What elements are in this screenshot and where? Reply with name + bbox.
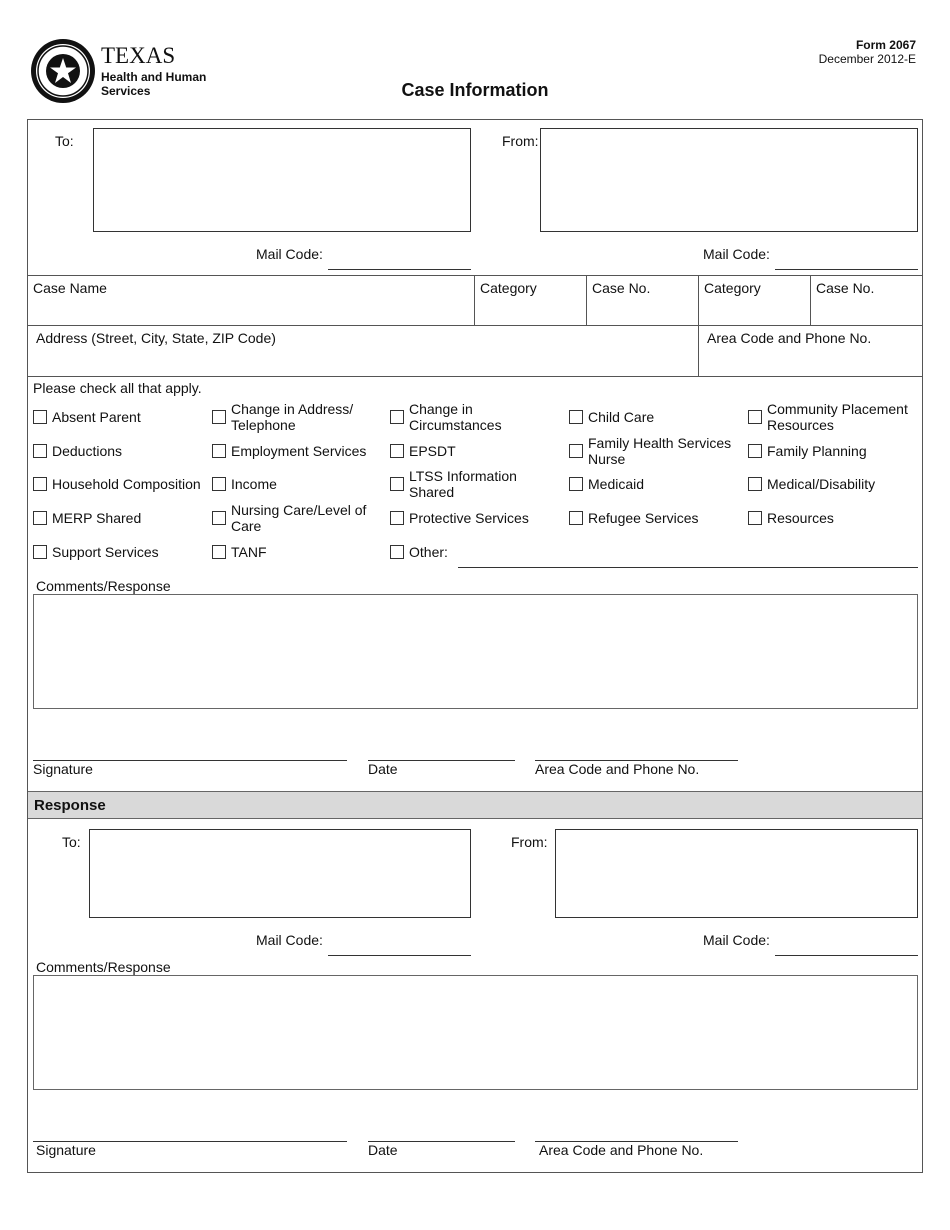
response-comments-field[interactable]	[33, 975, 918, 1090]
response-from-field[interactable]	[555, 829, 918, 918]
community-placement-checkbox[interactable]	[748, 410, 762, 424]
nursing-care-checkbox[interactable]	[212, 511, 226, 525]
resources-checkbox[interactable]	[748, 511, 762, 525]
to-mail-code-label: Mail Code:	[256, 246, 323, 262]
response-to-mail-code-label: Mail Code:	[256, 932, 323, 948]
tanf-checkbox[interactable]	[212, 545, 226, 559]
employment-services-checkbox[interactable]	[212, 444, 226, 458]
phone-label: Area Code and Phone No.	[707, 330, 872, 346]
checkbox-label: Household Composition	[52, 476, 201, 492]
case-no-label-2: Case No.	[816, 280, 875, 296]
checkbox-label: Absent Parent	[52, 409, 141, 425]
category-label-1: Category	[480, 280, 537, 296]
case-no-label-1: Case No.	[592, 280, 651, 296]
sig-phone-label: Area Code and Phone No.	[535, 761, 700, 777]
checkbox-label: Medicaid	[588, 476, 645, 492]
checkbox-label: Other:	[409, 544, 448, 560]
divider	[474, 275, 475, 325]
other-checkbox[interactable]	[390, 545, 404, 559]
checkbox-label: Refugee Services	[588, 510, 699, 526]
to-field[interactable]	[93, 128, 471, 232]
form-number: Form 2067	[855, 38, 916, 52]
from-mail-code-field[interactable]	[775, 269, 918, 270]
income-checkbox[interactable]	[212, 477, 226, 491]
family-planning-checkbox[interactable]	[748, 444, 762, 458]
from-label: From:	[502, 133, 539, 149]
comments-label: Comments/Response	[36, 578, 171, 594]
case-name-label: Case Name	[33, 280, 107, 296]
response-comments-label: Comments/Response	[36, 959, 171, 975]
absent-parent-checkbox[interactable]	[33, 410, 47, 424]
checkbox-label: EPSDT	[409, 443, 456, 459]
category-label-2: Category	[704, 280, 761, 296]
medical-disability-checkbox[interactable]	[748, 477, 762, 491]
checkbox-label: Resources	[767, 510, 834, 526]
to-mail-code-field[interactable]	[328, 269, 471, 270]
medicaid-checkbox[interactable]	[569, 477, 583, 491]
divider	[586, 275, 587, 325]
check-prompt: Please check all that apply.	[33, 380, 202, 396]
checkbox-label: Income	[231, 476, 277, 492]
response-signature-label: Signature	[36, 1142, 96, 1158]
protective-services-checkbox[interactable]	[390, 511, 404, 525]
response-sig-phone-label: Area Code and Phone No.	[539, 1142, 704, 1158]
checkbox-label: Deductions	[52, 443, 123, 459]
response-from-mail-code-field[interactable]	[775, 955, 918, 956]
response-heading: Response	[34, 797, 106, 814]
signature-label: Signature	[33, 761, 93, 777]
divider	[27, 275, 923, 276]
checkbox-label: Medical/Disability	[767, 476, 876, 492]
checkbox-label: Protective Services	[409, 510, 529, 526]
date-label: Date	[368, 761, 398, 777]
checkbox-label: TANF	[231, 544, 267, 560]
epsdt-checkbox[interactable]	[390, 444, 404, 458]
divider	[27, 376, 923, 377]
response-to-mail-code-field[interactable]	[328, 955, 471, 956]
logo-title: TEXAS	[101, 43, 176, 68]
checkbox-label: Family Health Services Nurse	[588, 435, 732, 467]
checkbox-label: LTSS Information Shared	[409, 468, 517, 500]
form-date: December 2012-E	[818, 52, 916, 66]
comments-field[interactable]	[33, 594, 918, 709]
deductions-checkbox[interactable]	[33, 444, 47, 458]
household-composition-checkbox[interactable]	[33, 477, 47, 491]
refugee-services-checkbox[interactable]	[569, 511, 583, 525]
checkbox-label: Employment Services	[231, 443, 367, 459]
change-address-checkbox[interactable]	[212, 410, 226, 424]
merp-shared-checkbox[interactable]	[33, 511, 47, 525]
checkbox-label: Change in Address/ Telephone	[231, 401, 354, 433]
checkbox-label: Community Placement Resources	[767, 401, 908, 433]
checkbox-label: Change in Circumstances	[409, 401, 502, 433]
response-header	[28, 791, 922, 819]
page-title: Case Information	[401, 80, 549, 100]
other-field[interactable]	[458, 567, 918, 568]
ltss-information-checkbox[interactable]	[390, 477, 404, 491]
from-field[interactable]	[540, 128, 918, 232]
divider	[810, 275, 811, 325]
response-date-label: Date	[368, 1142, 398, 1158]
logo-subtitle-line2: Services	[101, 84, 151, 98]
support-services-checkbox[interactable]	[33, 545, 47, 559]
response-to-field[interactable]	[89, 829, 471, 918]
to-label: To:	[55, 133, 74, 149]
checkbox-label: Child Care	[588, 409, 655, 425]
child-care-checkbox[interactable]	[569, 410, 583, 424]
logo-subtitle-line1: Health and Human	[101, 70, 207, 84]
checkbox-label: MERP Shared	[52, 510, 142, 526]
checkbox-label: Support Services	[52, 544, 159, 560]
from-mail-code-label: Mail Code:	[703, 246, 770, 262]
change-circumstances-checkbox[interactable]	[390, 410, 404, 424]
divider	[27, 325, 923, 326]
response-to-label: To:	[62, 834, 81, 850]
checkbox-label: Family Planning	[767, 443, 867, 459]
response-from-mail-code-label: Mail Code:	[703, 932, 770, 948]
checkbox-label: Nursing Care/Level of Care	[231, 502, 367, 534]
response-from-label: From:	[511, 834, 548, 850]
family-health-checkbox[interactable]	[569, 444, 583, 458]
address-label: Address (Street, City, State, ZIP Code)	[36, 330, 276, 346]
